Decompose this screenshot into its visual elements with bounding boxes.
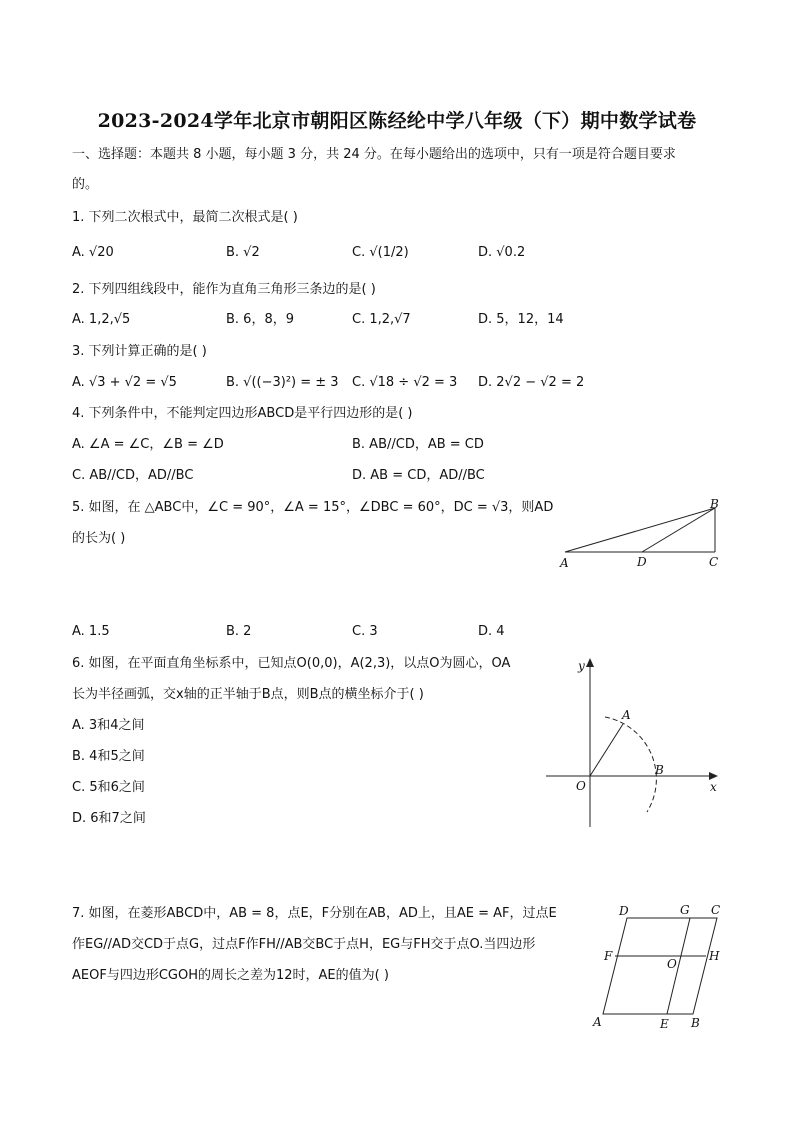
- q7-label-b: B: [691, 1016, 700, 1030]
- q4-option-b: B. AB//CD，AB = CD: [352, 437, 484, 452]
- q3-stem: 3. 下列计算正确的是( ): [72, 344, 207, 359]
- q7-rhombus-abcd: [603, 918, 717, 1014]
- q2-stem: 2. 下列四组线段中，能作为直角三角形三条边的是( ): [72, 282, 376, 297]
- q7-stem-line3: AEOF与四边形CGOH的周长之差为12时，AE的值为( ): [72, 968, 389, 983]
- q6-option-d: D. 6和7之间: [72, 811, 146, 826]
- q6-label-x: x: [710, 780, 717, 794]
- q6-x-arrow-icon: [709, 772, 718, 780]
- q2-option-a: A. 1,2,√5: [72, 312, 131, 327]
- section-instructions-line2: 的。: [72, 177, 99, 192]
- q5-option-d: D. 4: [478, 624, 505, 639]
- q1-stem: 1. 下列二次根式中，最简二次根式是( ): [72, 210, 298, 225]
- q4-option-a: A. ∠A = ∠C，∠B = ∠D: [72, 437, 224, 452]
- q1-option-c: C. √(1/2): [352, 245, 409, 260]
- q7-label-h: H: [709, 949, 720, 963]
- q7-label-e: E: [660, 1017, 669, 1031]
- q5-segment-bd: [642, 508, 715, 552]
- q6-option-b: B. 4和5之间: [72, 749, 145, 764]
- q5-option-a: A. 1.5: [72, 624, 110, 639]
- q5-triangle-figure: [550, 495, 730, 575]
- q7-label-o: O: [667, 957, 677, 971]
- q6-option-c: C. 5和6之间: [72, 780, 145, 795]
- q5-label-c: C: [709, 555, 719, 569]
- q5-stem-line2: 的长为( ): [72, 531, 126, 546]
- q6-label-b: B: [655, 763, 664, 777]
- q6-label-o: O: [576, 779, 586, 793]
- q6-option-a: A. 3和4之间: [72, 718, 145, 733]
- q1-option-b: B. √2: [226, 245, 260, 260]
- q7-label-f: F: [604, 949, 613, 963]
- q6-arc: [605, 717, 656, 812]
- q1-option-a: A. √20: [72, 245, 114, 260]
- q2-option-b: B. 6，8，9: [226, 312, 294, 327]
- q6-segment-oa: [590, 724, 623, 776]
- q7-rhombus-figure: [585, 898, 730, 1038]
- q6-coordinate-figure: [540, 652, 730, 837]
- q4-stem: 4. 下列条件中，不能判定四边形ABCD是平行四边形的是( ): [72, 406, 413, 421]
- section-instructions-line1: 一、选择题：本题共 8 小题，每小题 3 分，共 24 分。在每小题给出的选项中，只有一项是符合题目要求: [72, 147, 676, 162]
- q2-option-d: D. 5，12，14: [478, 312, 564, 327]
- q3-option-b: B. √((−3)²) = ± 3: [226, 375, 339, 390]
- q4-option-d: D. AB = CD，AD//BC: [352, 468, 485, 483]
- q5-stem-line1: 5. 如图，在 △ABC中，∠C = 90°，∠A = 15°，∠DBC = 60°，DC = √3，则AD: [72, 500, 554, 515]
- q7-stem-line2: 作EG//AD交CD于点G，过点F作FH//AB交BC于点H，EG与FH交于点O.当四边形: [72, 937, 536, 952]
- q3-option-d: D. 2√2 − √2 = 2: [478, 375, 585, 390]
- q5-side-ab: [565, 508, 715, 552]
- q3-option-c: C. √18 ÷ √2 = 3: [352, 375, 458, 390]
- q6-y-arrow-icon: [586, 658, 594, 667]
- q5-option-c: C. 3: [352, 624, 378, 639]
- q2-option-c: C. 1,2,√7: [352, 312, 411, 327]
- q3-option-a: A. √3 + √2 = √5: [72, 375, 177, 390]
- q6-label-a: A: [622, 708, 631, 722]
- q5-label-d: D: [637, 555, 647, 569]
- q6-label-y: y: [578, 659, 585, 673]
- page-title: 2023-2024学年北京市朝阳区陈经纶中学八年级（下）期中数学试卷: [97, 110, 697, 132]
- q7-label-c: C: [711, 903, 721, 917]
- q5-option-b: B. 2: [226, 624, 252, 639]
- q7-label-a: A: [593, 1015, 602, 1029]
- q4-option-c: C. AB//CD，AD//BC: [72, 468, 194, 483]
- q1-option-d: D. √0.2: [478, 245, 526, 260]
- q5-label-b: B: [710, 497, 719, 511]
- q7-label-d: D: [619, 904, 629, 918]
- q5-label-a: A: [560, 556, 569, 570]
- q6-stem-line1: 6. 如图，在平面直角坐标系中，已知点O(0,0)，A(2,3)，以点O为圆心，OA: [72, 656, 511, 671]
- q6-stem-line2: 长为半径画弧，交x轴的正半轴于B点，则B点的横坐标介于( ): [72, 687, 424, 702]
- q7-label-g: G: [680, 903, 690, 917]
- q7-stem-line1: 7. 如图，在菱形ABCD中，AB = 8，点E，F分别在AB，AD上，且AE = AF，过点E: [72, 906, 557, 921]
